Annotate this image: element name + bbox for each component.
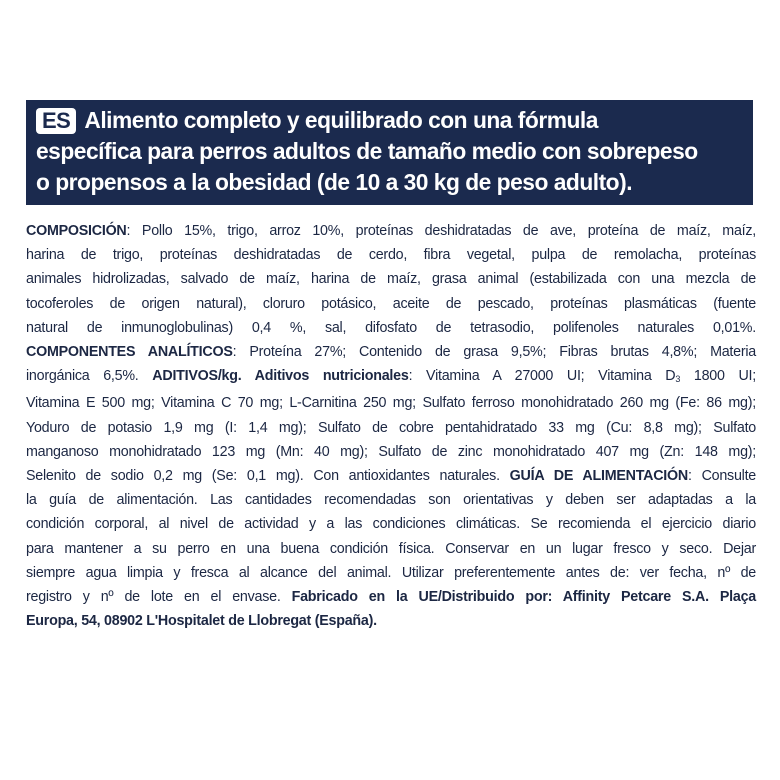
feeding-line-3: condición corporal, al nivel de actividad y a las condiciones climáticas. Se recomienda el ejercicio diario bbox=[26, 516, 756, 533]
additives-feeding-line: Selenito de sodio 0,2 mg (Se: 0,1 mg). Con antioxidantes naturales. GUÍA DE ALIMENTACIÓN: Consulte bbox=[26, 468, 756, 485]
banner-text-1: Alimento completo y equilibrado con una fórmula bbox=[84, 107, 598, 133]
manufacturer-text-1: Fabricado en la UE/Distribuido por: Affinity Petcare S.A. Plaça bbox=[291, 589, 756, 606]
label-body-text bbox=[26, 219, 756, 633]
banner-line-2: específica para perros adultos de tamaño medio con sobrepeso bbox=[36, 138, 698, 164]
manufacturer-line-2 bbox=[26, 609, 756, 633]
additives-line-5: manganoso monohidratado 123 mg (Mn: 40 mg); Sulfato de zinc monohidratado 407 mg (Zn: 148 mg); bbox=[26, 443, 756, 460]
banner-line-3: o propensos a la obesidad (de 10 a 30 kg de peso adulto). bbox=[36, 169, 633, 195]
additives-line-4: Yoduro de potasio 1,9 mg (I: 1,4 mg); Sulfato de cobre pentahidratado 33 mg (Cu: 8,8 mg); Sulfato bbox=[26, 419, 756, 436]
feeding-heading: GUÍA DE ALIMENTACIÓN bbox=[509, 468, 688, 485]
additives-heading: ADITIVOS/kg. Aditivos nutricionales bbox=[152, 368, 409, 385]
composition-line-5: natural de inmunoglobulinas) 0,4 %, sal, difosfato de tetrasodio, polifenoles naturales 0,01%. bbox=[26, 319, 756, 336]
analytical-heading: COMPONENTES ANALÍTICOS bbox=[26, 344, 233, 361]
banner-line-1 bbox=[36, 105, 743, 136]
composition-heading: COMPOSICIÓN bbox=[26, 223, 127, 239]
language-badge: ES bbox=[36, 108, 76, 134]
feeding-manufacturer-line: registro y nº de lote en el envase. Fabricado en la UE/Distribuido por: Affinity Petcare S.A. Plaça bbox=[26, 589, 756, 606]
composition-line-1: COMPOSICIÓN: Pollo 15%, trigo, arroz 10%, proteínas deshidratadas de ave, proteína de maíz, maíz, bbox=[26, 223, 756, 239]
analytical-additives-line: inorgánica 6,5%. ADITIVOS/kg. Aditivos nutricionales: Vitamina A 27000 UI; Vitamina $D_3$ 1800 UI; bbox=[26, 368, 756, 385]
feeding-line-5: siempre agua limpia y fresca al alcance del animal. Utilizar preferentemente antes de: ver fecha, nº de bbox=[26, 564, 756, 581]
composition-line-4: tocoferoles de origen natural), cloruro potásico, aceite de pescado, proteínas plasmáticas (fuente bbox=[26, 295, 756, 312]
d3-subscript: 3 bbox=[675, 374, 681, 385]
composition-line-2: harina de trigo, proteínas deshidratadas de cerdo, fibra vegetal, pulpa de remolacha, proteínas bbox=[26, 247, 756, 264]
composition-line-3: animales hidrolizadas, salvado de maíz, harina de maíz, grasa animal (estabilizada con una mezcla de bbox=[26, 271, 756, 288]
analytical-line-1: COMPONENTES ANALÍTICOS: Proteína 27%; Contenido de grasa 9,5%; Fibras brutas 4,8%; Materia bbox=[26, 344, 756, 361]
additives-line-3: Vitamina E 500 mg; Vitamina C 70 mg; L-Carnitina 250 mg; Sulfato ferroso monohidratado 260 mg (Fe: 86 mg); bbox=[26, 395, 756, 412]
feeding-line-4: para mantener a su perro en una buena condición física. Conservar en un lugar fresco y seco. Dejar bbox=[26, 540, 756, 557]
feeding-line-2: la guía de alimentación. Las cantidades recomendadas son orientativas y deben ser adaptadas a la bbox=[26, 492, 756, 509]
product-description-banner bbox=[26, 100, 753, 205]
manufacturer-text-2: Europa, 54, 08902 L'Hospitalet de Llobregat (España). bbox=[26, 613, 377, 630]
